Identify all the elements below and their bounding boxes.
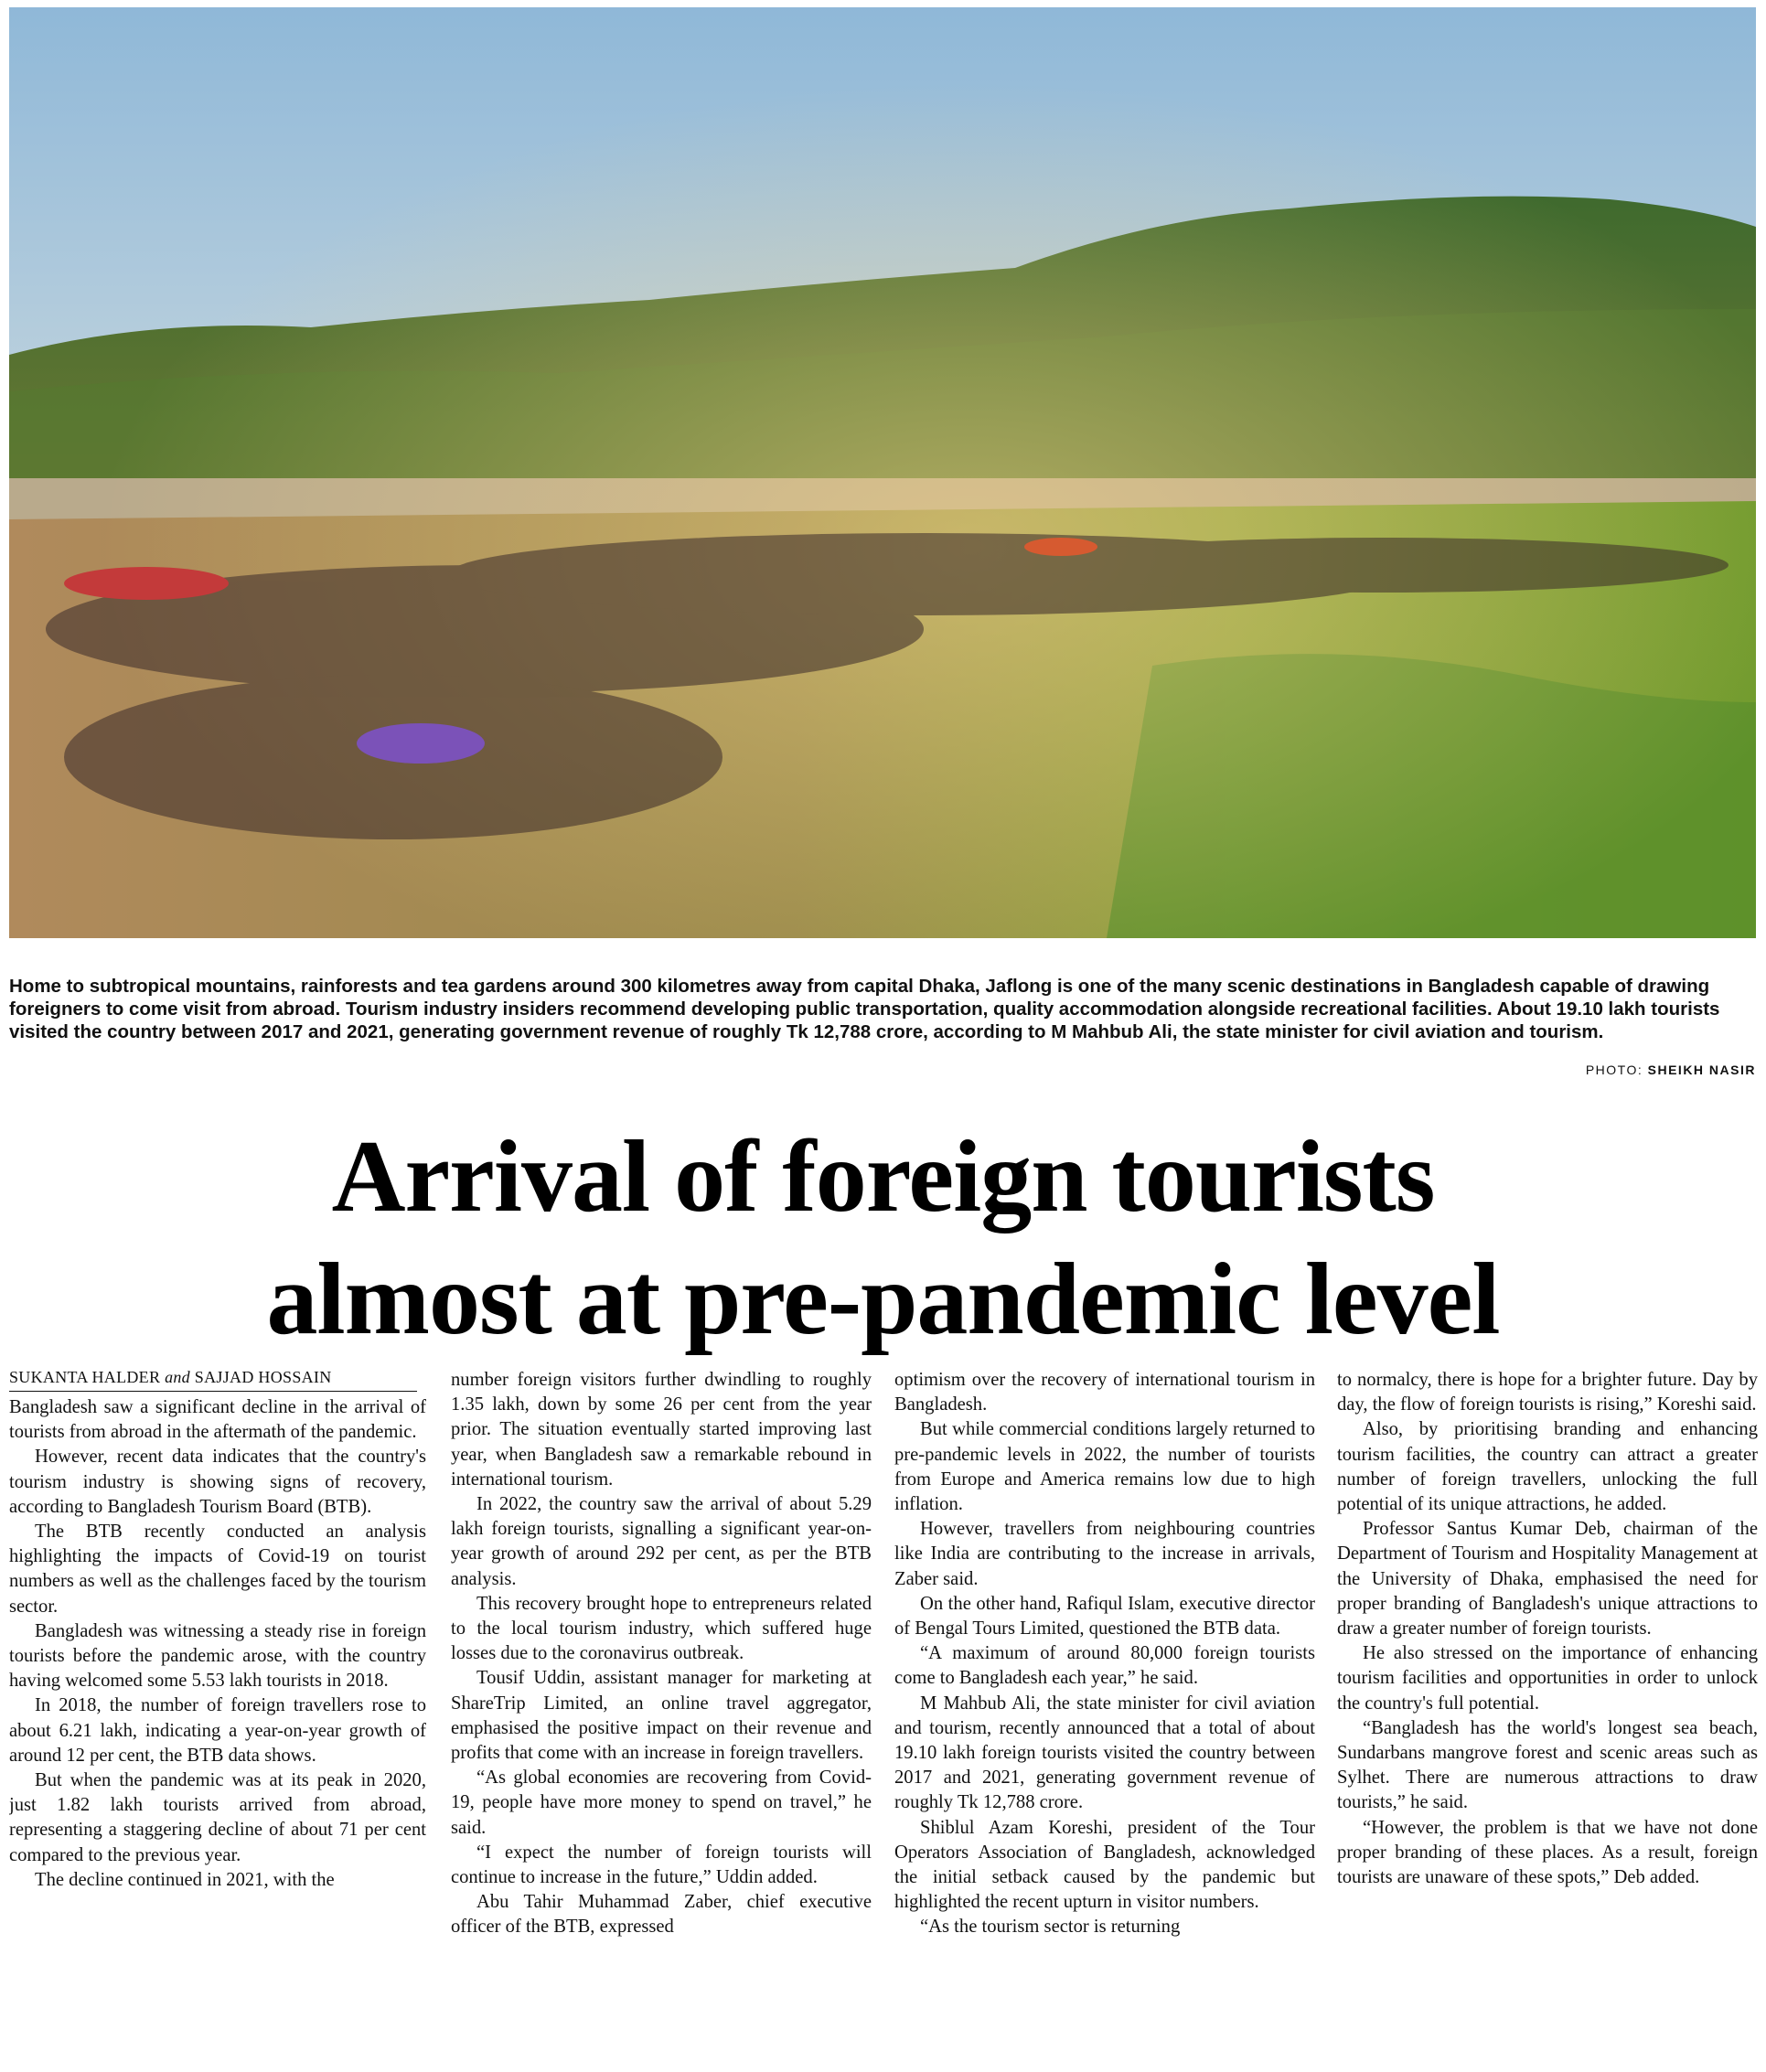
paragraph: “I expect the number of foreign tourists will continue to increase in the future,” Uddin added.	[451, 1842, 872, 1888]
paragraph: “As the tourism sector is returning	[920, 1917, 1181, 1938]
tourist-crowd-photo	[9, 7, 1756, 938]
paragraph: This recovery brought hope to entrepreneurs related to the local tourism industry, which suffered huge losses due to the coronavirus outbreak.	[451, 1593, 872, 1664]
paragraph: He also stressed on the importance of enhancing tourism facilities and opportunities in order to unlock the country's full potential.	[1337, 1643, 1758, 1714]
paragraph: Bangladesh saw a significant decline in the arrival of tourists from abroad in the aftermath of the pandemic.	[9, 1397, 426, 1443]
paragraph: Shiblul Azam Koreshi, president of the Tour Operators Association of Bangladesh, acknowledged the initial setback caused by the pandemic but highlighted the recent upturn in visitor numbers.	[894, 1817, 1315, 1913]
paragraph: “A maximum of around 80,000 foreign tourists come to Bangladesh each year,” he said.	[894, 1643, 1315, 1689]
paragraph: Abu Tahir Muhammad Zaber, chief executive officer of the BTB, expressed	[451, 1892, 872, 1938]
paragraph: optimism over the recovery of international tourism in Bangladesh.	[894, 1370, 1315, 1415]
headline-line-2: almost at pre-pandemic level	[266, 1243, 1500, 1356]
paragraph: to normalcy, there is hope for a brighter future. Day by day, the flow of foreign tourists is rising,” Koreshi said.	[1337, 1370, 1758, 1415]
paragraph: In 2022, the country saw the arrival of about 5.29 lakh foreign tourists, signalling a significant year-on-year growth of around 292 per cent, as per the BTB analysis.	[451, 1494, 872, 1589]
landscape-illustration	[9, 7, 1756, 938]
photo-credit: PHOTO: SHEIKH NASIR	[1585, 1063, 1756, 1077]
paragraph: Bangladesh was witnessing a steady rise in foreign tourists before the pandemic arose, with the country having welcomed some 5.53 lakh tourists in 2018.	[9, 1620, 426, 1692]
paragraph: But while commercial conditions largely returned to pre-pandemic levels in 2022, the number of tourists from Europe and America remains low due to high inflation.	[894, 1419, 1315, 1515]
article-column-2	[451, 1368, 872, 2045]
byline: SUKANTA HALDER and SAJJAD HOSSAIN	[9, 1368, 417, 1392]
paragraph: However, travellers from neighbouring countries like India are contributing to the increase in arrivals, Zaber said.	[894, 1519, 1315, 1589]
paragraph: But when the pandemic was at its peak in 2020, just 1.82 lakh tourists arrived from abroad, representing a staggering decline of about 71 per cent compared to the previous year.	[9, 1770, 426, 1865]
paragraph: “Bangladesh has the world's longest sea beach, Sundarbans mangrove forest and scenic areas such as Sylhet. There are numerous attractions to draw tourists,” he said.	[1337, 1717, 1758, 1813]
paragraph: “As global economies are recovering from Covid-19, people have more money to spend on travel,” he said.	[451, 1768, 872, 1838]
paragraph: In 2018, the number of foreign travellers rose to about 6.21 lakh, indicating a year-on-year growth of around 12 per cent, the BTB data shows.	[9, 1695, 426, 1766]
photo-caption: Home to subtropical mountains, rainforests and tea gardens around 300 kilometres away from capital Dhaka, Jaflong is one of the many scenic destinations in Bangladesh capable of drawing foreigners to come visit from abroad. Tourism industry insiders recommend developing public transportation, quality accommodation alongside recreational facilities. About 19.10 lakh tourists visited the country between 2017 and 2021, generating government revenue of roughly Tk 12,788 crore, according to M Mahbub Ali, the state minister for civil aviation and tourism.	[9, 976, 1720, 1042]
paragraph: Also, by prioritising branding and enhancing tourism facilities, the country can attract a greater number of foreign travellers, unlocking the full potential of its unique attractions, he added.	[1337, 1419, 1758, 1515]
paragraph: number foreign visitors further dwindling to roughly 1.35 lakh, down by some 26 per cent from the year prior. The situation eventually started improving last year, when Bangladesh saw a remarkable rebound in international tourism.	[451, 1370, 872, 1490]
article-column-4	[1337, 1368, 1758, 2045]
article-column-3	[894, 1368, 1315, 2045]
paragraph: However, recent data indicates that the country's tourism industry is showing signs of recovery, according to Bangladesh Tourism Board (BTB).	[9, 1447, 426, 1517]
paragraph: “However, the problem is that we have not done proper branding of these places. As a result, foreign tourists are unaware of these spots,” Deb added.	[1337, 1817, 1758, 1888]
paragraph: On the other hand, Rafiqul Islam, executive director of Bengal Tours Limited, questioned the BTB data.	[894, 1593, 1315, 1639]
paragraph: M Mahbub Ali, the state minister for civil aviation and tourism, recently announced that a total of about 19.10 lakh foreign tourists visited the country between 2017 and 2021, generating government revenue of roughly Tk 12,788 crore.	[894, 1693, 1315, 1813]
article-column-1	[9, 1395, 426, 2072]
headline-line-1: Arrival of foreign tourists	[331, 1120, 1435, 1234]
paragraph: The decline continued in 2021, with the	[35, 1869, 335, 1890]
headline	[0, 1116, 1766, 1361]
paragraph: Professor Santus Kumar Deb, chairman of the Department of Tourism and Hospitality Management at the University of Dhaka, emphasised the need for proper branding of Bangladesh's unique attractions to draw a greater number of foreign tourists.	[1337, 1519, 1758, 1639]
paragraph: The BTB recently conducted an analysis highlighting the impacts of Covid-19 on tourist numbers as well as the challenges faced by the tourism sector.	[9, 1522, 426, 1617]
paragraph: Tousif Uddin, assistant manager for marketing at ShareTrip Limited, an online travel aggregator, emphasised the positive impact on their revenue and profits that come with an increase in foreign travellers.	[451, 1668, 872, 1764]
